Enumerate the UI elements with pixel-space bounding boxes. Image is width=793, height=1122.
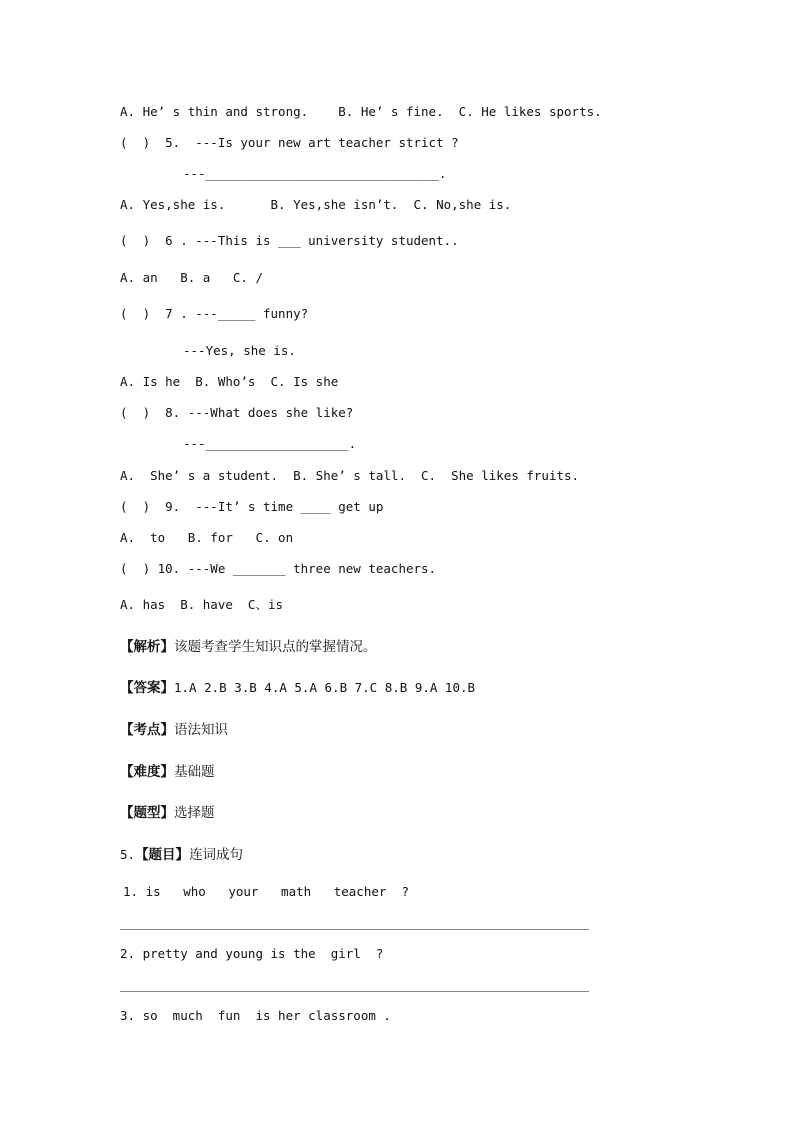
difficulty-tag: 【难度】	[120, 764, 174, 780]
q5-options: A. Yes,she is. B. Yes,she isn’t. C. No,she is.	[120, 197, 512, 212]
analysis-tag: 【解析】	[120, 639, 174, 655]
answer-tag: 【答案】	[120, 680, 174, 696]
test-point-text: 语法知识	[174, 722, 228, 738]
q8-options: A. She’ s a student. B. She’ s tall. C. She likes fruits.	[120, 468, 580, 483]
question-type-tag: 【题型】	[120, 805, 174, 821]
q7-options: A. Is he B. Who’s C. Is she	[120, 374, 339, 389]
answer-line-2	[120, 991, 589, 992]
q9-prompt: ( ) 9. ---It’ s time ____ get up	[120, 499, 384, 514]
test-point-row	[120, 721, 228, 739]
answer-line-1	[120, 929, 589, 930]
q10-prompt: ( ) 10. ---We _______ three new teachers.	[120, 561, 437, 576]
question-type-text: 选择题	[174, 805, 215, 821]
section5-heading	[120, 846, 243, 864]
sentence-item-3: 3. so much fun is her classroom .	[120, 1008, 391, 1023]
q8-answer-blank: ---___________________.	[183, 436, 357, 451]
sentence-item-1: 1. is who your math teacher ?	[123, 884, 409, 899]
difficulty-row	[120, 763, 215, 781]
difficulty-text: 基础题	[174, 764, 215, 780]
q9-options: A. to B. for C. on	[120, 530, 294, 545]
q5-answer-blank: ---_______________________________.	[183, 166, 447, 181]
q6-prompt: ( ) 6 . ---This is ___ university student..	[120, 233, 459, 248]
q4-options: A. He’ s thin and strong. B. He’ s fine. C. He likes sports.	[120, 104, 602, 119]
section5-number: 5.	[120, 847, 136, 862]
analysis-row	[120, 638, 377, 656]
answer-text: 1.A 2.B 3.B 4.A 5.A 6.B 7.C 8.B 9.A 10.B	[174, 680, 476, 695]
analysis-text: 该题考查学生知识点的掌握情况。	[174, 639, 377, 655]
q8-prompt: ( ) 8. ---What does she like?	[120, 405, 354, 420]
q7-prompt: ( ) 7 . ---_____ funny?	[120, 306, 309, 321]
section5-tag: 【题目】	[135, 847, 190, 863]
question-type-row	[120, 804, 215, 822]
q7-reply: ---Yes, she is.	[183, 343, 296, 358]
answer-row	[120, 679, 475, 697]
q6-options: A. an B. a C. /	[120, 270, 263, 285]
q5-prompt: ( ) 5. ---Is your new art teacher strict ?	[120, 135, 459, 150]
section5-title: 连词成句	[189, 847, 244, 863]
q10-options: A. has B. have C、is	[120, 597, 284, 612]
sentence-item-2: 2. pretty and young is the girl ?	[120, 946, 384, 961]
test-point-tag: 【考点】	[120, 722, 174, 738]
